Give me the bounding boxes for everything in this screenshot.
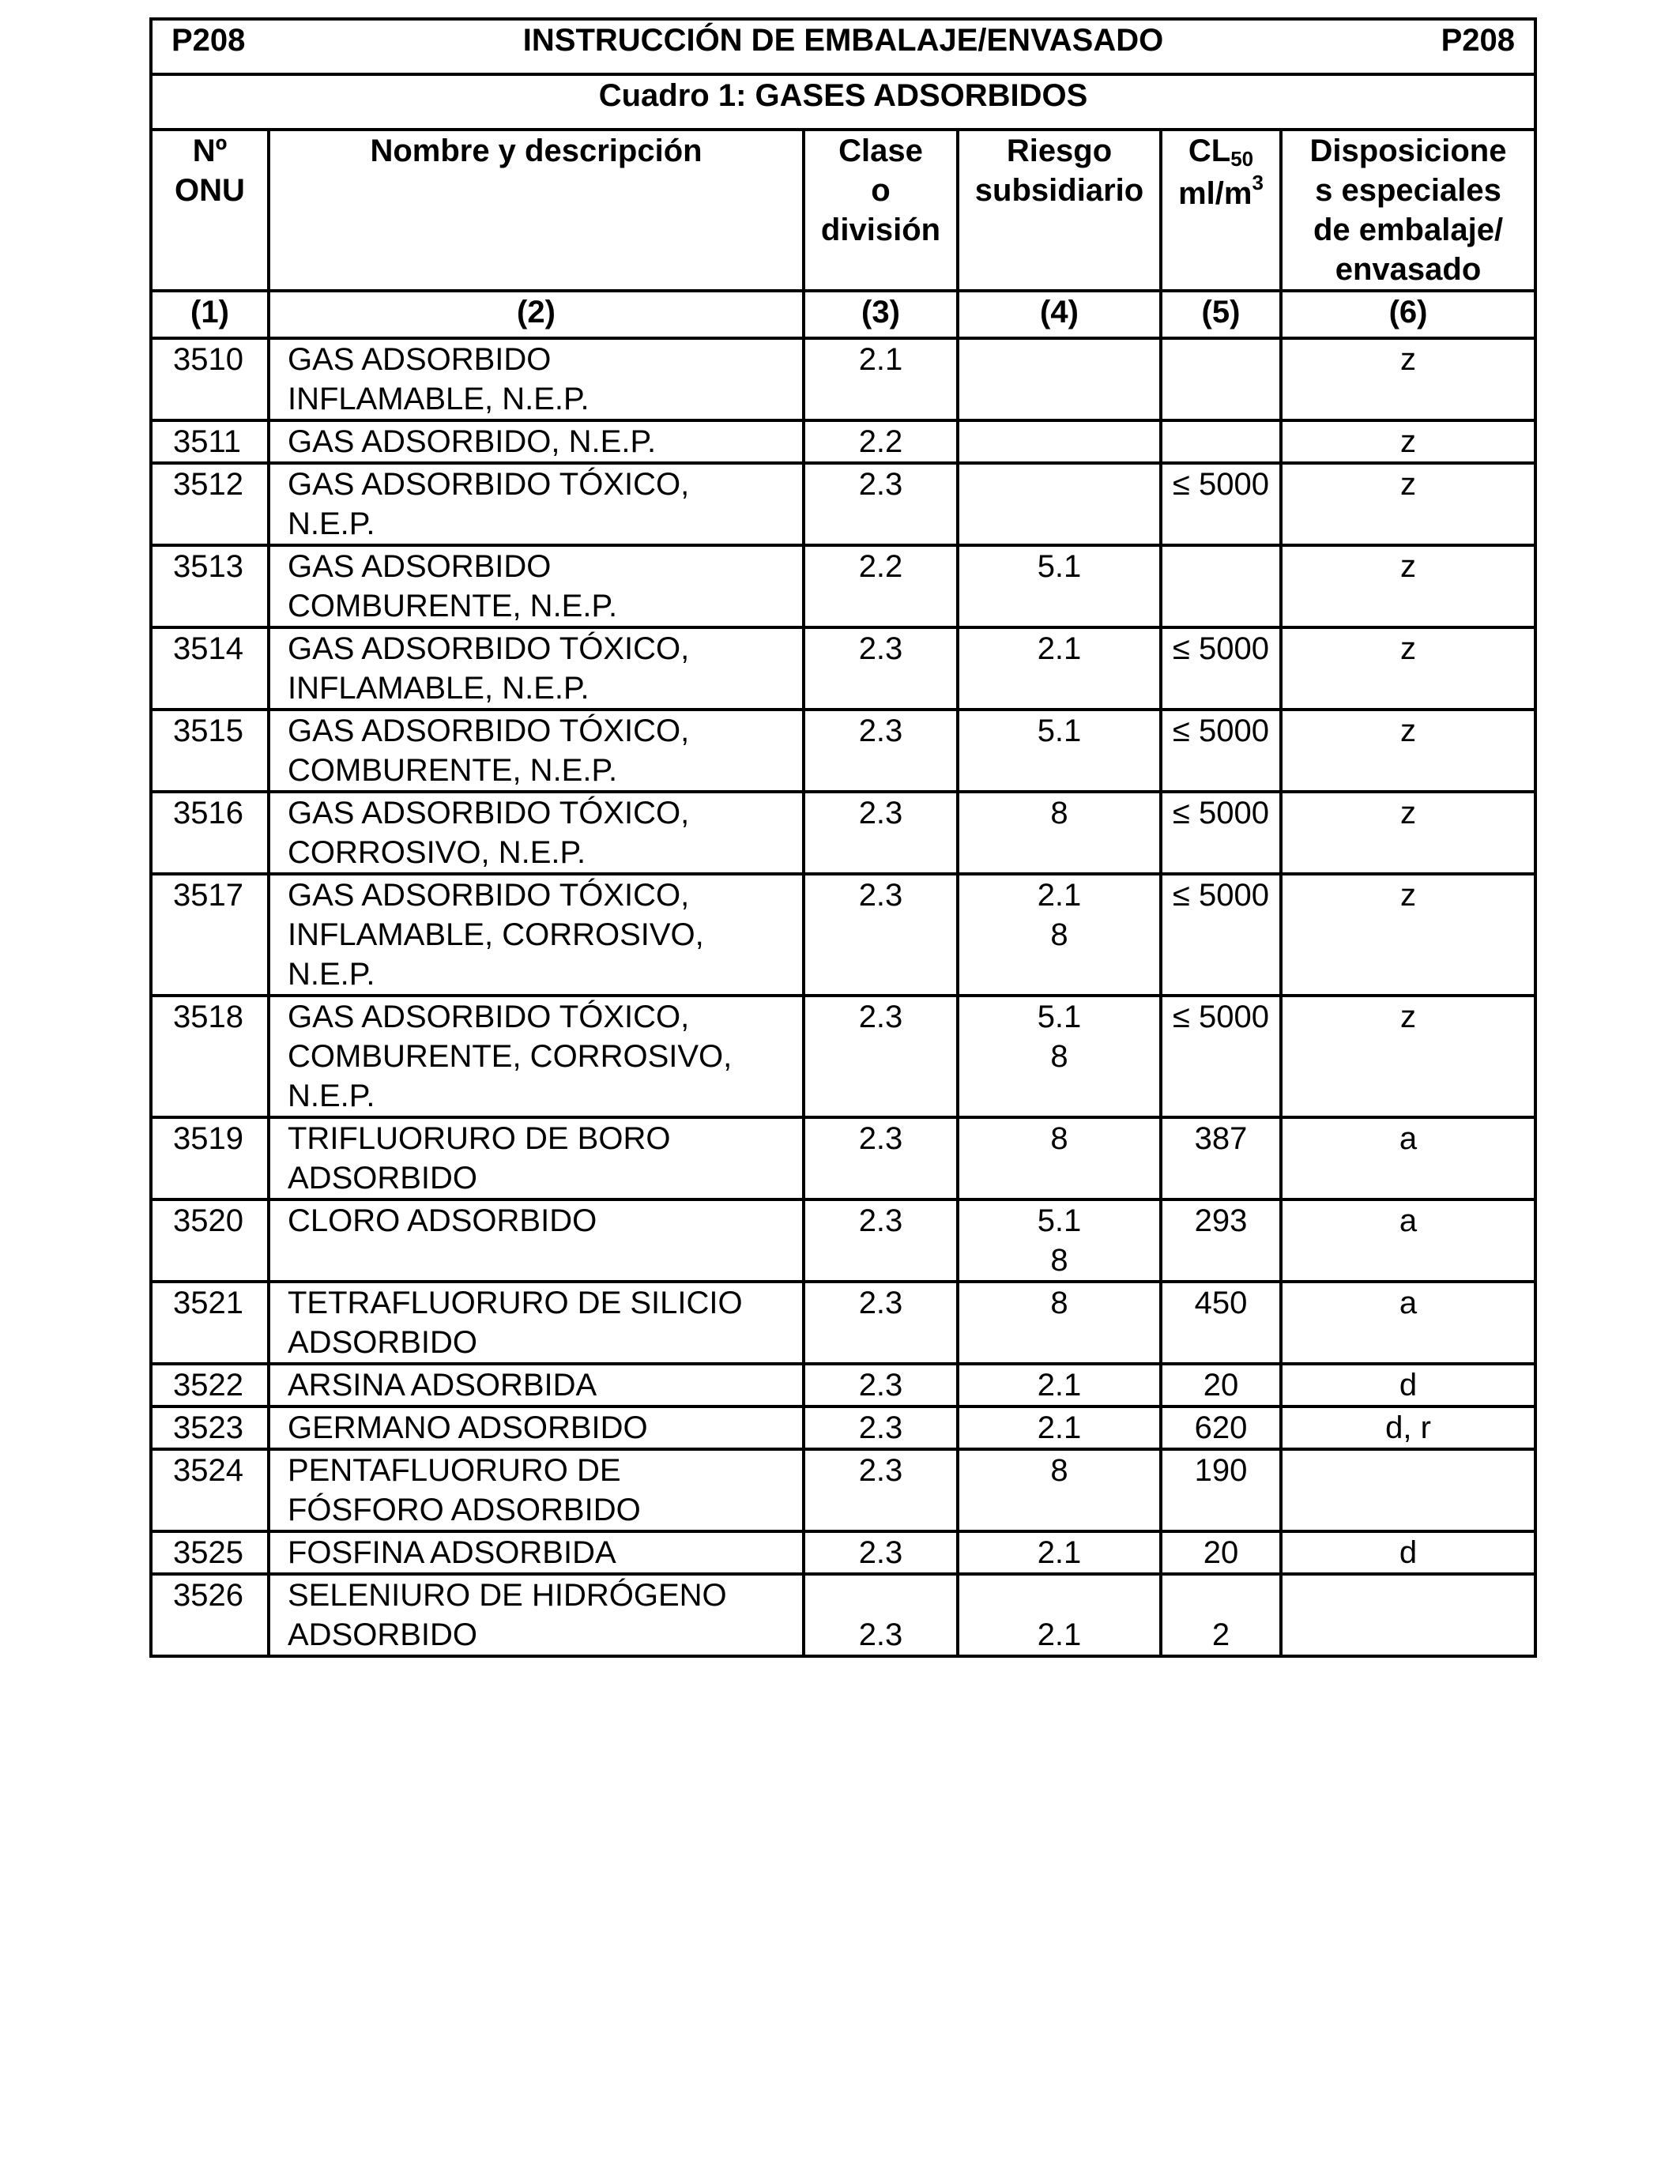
- cell-subsidiary-risk: [958, 1531, 1161, 1574]
- cell-class: 2.3: [804, 1364, 958, 1406]
- table-row: [151, 545, 1535, 627]
- instruction-code-right: P208: [1441, 23, 1516, 58]
- cell-name: [269, 1531, 804, 1574]
- cell-risk-line: 8: [1050, 917, 1068, 952]
- table-row: [151, 874, 1535, 996]
- cell-subsidiary-risk: [958, 1449, 1161, 1531]
- cell-lc50: 190: [1161, 1449, 1281, 1531]
- cell-lc50: 293: [1161, 1199, 1281, 1282]
- cell-name-line: GAS ADSORBIDO TÓXICO,: [288, 467, 690, 502]
- cell-subsidiary-risk: [958, 1364, 1161, 1406]
- cell-name: [269, 792, 804, 874]
- cell-name-line: GAS ADSORBIDO TÓXICO,: [288, 796, 690, 830]
- cell-risk-line: 2.1: [1037, 1410, 1082, 1445]
- header-special-line1: Disposicione: [1309, 134, 1507, 168]
- cell-name-line: ADSORBIDO: [288, 1325, 478, 1360]
- table-row: [151, 1364, 1535, 1406]
- table-caption: Cuadro 1: GASES ADSORBIDOS: [151, 74, 1535, 130]
- cell-risk-line: 2.1: [1037, 1535, 1082, 1570]
- cell-un-number: 3526: [151, 1574, 269, 1656]
- cell-special-provisions: z: [1281, 996, 1535, 1117]
- cell-un-number: 3524: [151, 1449, 269, 1531]
- cell-class: 2.3: [804, 1117, 958, 1199]
- cell-risk-line: 2.1: [1037, 631, 1082, 666]
- cell-name-line: COMBURENTE, CORROSIVO,: [288, 1039, 733, 1074]
- cell-name: [269, 1406, 804, 1449]
- column-number-5: (5): [1161, 291, 1281, 338]
- cell-risk-line: 5.1: [1037, 714, 1082, 748]
- table-row: [151, 627, 1535, 710]
- cell-name-line: GAS ADSORBIDO: [288, 549, 552, 584]
- cell-un-number: 3522: [151, 1364, 269, 1406]
- cell-name-line: SELENIURO DE HIDRÓGENO: [288, 1578, 727, 1613]
- cell-name-line: FÓSFORO ADSORBIDO: [288, 1493, 641, 1527]
- cell-risk-line: 2.1: [1037, 1368, 1082, 1403]
- header-class-line1: Clase: [838, 134, 923, 168]
- cell-class: 2.3: [804, 874, 958, 996]
- cell-class: 2.3: [804, 627, 958, 710]
- cell-name-line: COMBURENTE, N.E.P.: [288, 589, 618, 623]
- cell-un-number: 3512: [151, 463, 269, 545]
- cell-subsidiary-risk: [958, 545, 1161, 627]
- cell-class: 2.3: [804, 1406, 958, 1449]
- cell-name-line: GAS ADSORBIDO, N.E.P.: [288, 424, 657, 459]
- header-name-text: Nombre y descripción: [370, 134, 703, 168]
- cell-name-line: GAS ADSORBIDO: [288, 342, 552, 377]
- cell-subsidiary-risk: [958, 1117, 1161, 1199]
- cell-name: [269, 710, 804, 792]
- cell-subsidiary-risk: [958, 874, 1161, 996]
- table-row: [151, 710, 1535, 792]
- header-un-line1: Nº: [192, 134, 228, 168]
- cell-subsidiary-risk: [958, 710, 1161, 792]
- cell-risk-line: 8: [1050, 796, 1068, 830]
- cell-special-provisions: [1281, 1574, 1535, 1656]
- instruction-code-left: P208: [171, 23, 246, 58]
- header-special-line3: de embalaje/: [1313, 213, 1504, 247]
- header-lc50-line2: [1162, 171, 1279, 217]
- table-row: [151, 1531, 1535, 1574]
- cell-lc50: ≤ 5000: [1161, 874, 1281, 996]
- cell-special-provisions: a: [1281, 1199, 1535, 1282]
- cell-lc50: [1161, 545, 1281, 627]
- cell-name-line: CORROSIVO, N.E.P.: [288, 835, 586, 870]
- cell-name-line: CLORO ADSORBIDO: [288, 1203, 597, 1238]
- cell-un-number: 3519: [151, 1117, 269, 1199]
- header-class-line2: o: [871, 173, 891, 208]
- cell-subsidiary-risk: [958, 1199, 1161, 1282]
- cell-un-number: 3510: [151, 338, 269, 420]
- cell-name: [269, 338, 804, 420]
- cell-class: 2.3: [804, 463, 958, 545]
- cell-name-line: GERMANO ADSORBIDO: [288, 1410, 648, 1445]
- column-number-row: [151, 291, 1535, 338]
- cell-name-line: N.E.P.: [288, 1079, 375, 1113]
- adsorbed-gases-table: [149, 17, 1537, 1658]
- table-row: [151, 1199, 1535, 1282]
- caption-row: [151, 74, 1535, 130]
- cell-class: 2.3: [804, 1282, 958, 1364]
- cell-lc50: 620: [1161, 1406, 1281, 1449]
- cell-class: 2.3: [804, 1199, 958, 1282]
- cell-risk-line: 5.1: [1037, 1000, 1082, 1034]
- cell-special-provisions: z: [1281, 463, 1535, 545]
- cell-subsidiary-risk: [958, 996, 1161, 1117]
- cell-name: [269, 1199, 804, 1282]
- cell-name-line: INFLAMABLE, N.E.P.: [288, 671, 590, 706]
- cell-name-line: TRIFLUORURO DE BORO: [288, 1121, 671, 1156]
- column-number-1: (1): [151, 291, 269, 338]
- cell-name-line: ADSORBIDO: [288, 1617, 478, 1652]
- cell-class: 2.3: [804, 996, 958, 1117]
- header-lc50: [1161, 130, 1281, 291]
- cell-name-line: FOSFINA ADSORBIDA: [288, 1535, 616, 1570]
- cell-un-number: 3517: [151, 874, 269, 996]
- cell-special-provisions: d: [1281, 1531, 1535, 1574]
- cell-subsidiary-risk: [958, 792, 1161, 874]
- cell-subsidiary-risk: [958, 463, 1161, 545]
- cell-un-number: 3525: [151, 1531, 269, 1574]
- cell-risk-line: 2.1: [1037, 1617, 1082, 1652]
- column-header-row: [151, 130, 1535, 291]
- cell-un-number: 3520: [151, 1199, 269, 1282]
- header-un-number: [151, 130, 269, 291]
- cell-name-line: INFLAMABLE, CORROSIVO,: [288, 917, 704, 952]
- cell-special-provisions: [1281, 1449, 1535, 1531]
- cell-name-line: INFLAMABLE, N.E.P.: [288, 382, 590, 416]
- cell-lc50: ≤ 5000: [1161, 627, 1281, 710]
- cell-subsidiary-risk: [958, 627, 1161, 710]
- header-class: [804, 130, 958, 291]
- cell-name-line: GAS ADSORBIDO TÓXICO,: [288, 714, 690, 748]
- cell-name: [269, 1574, 804, 1656]
- cell-name-line: N.E.P.: [288, 957, 375, 992]
- cell-subsidiary-risk: [958, 1574, 1161, 1656]
- cell-risk-line: 8: [1050, 1121, 1068, 1156]
- header-lc-sub: 50: [1230, 147, 1254, 171]
- header-risk-line1: Riesgo: [1006, 134, 1113, 168]
- cell-name: [269, 1117, 804, 1199]
- table-row: [151, 1282, 1535, 1364]
- cell-name-line: N.E.P.: [288, 506, 375, 541]
- cell-name-line: GAS ADSORBIDO TÓXICO,: [288, 878, 690, 913]
- cell-subsidiary-risk: [958, 1406, 1161, 1449]
- cell-class: 2.2: [804, 545, 958, 627]
- cell-special-provisions: z: [1281, 792, 1535, 874]
- cell-un-number: 3516: [151, 792, 269, 874]
- cell-lc50: 450: [1161, 1282, 1281, 1364]
- cell-special-provisions: z: [1281, 420, 1535, 463]
- cell-risk-line: 5.1: [1037, 1203, 1082, 1238]
- cell-special-provisions: z: [1281, 710, 1535, 792]
- cell-risk-line: 8: [1050, 1286, 1068, 1320]
- cell-lc50: ≤ 5000: [1161, 792, 1281, 874]
- cell-lc50: 20: [1161, 1364, 1281, 1406]
- cell-un-number: 3518: [151, 996, 269, 1117]
- cell-special-provisions: d: [1281, 1364, 1535, 1406]
- cell-name: [269, 1364, 804, 1406]
- cell-name-line: ADSORBIDO: [288, 1161, 478, 1196]
- header-name: [269, 130, 804, 291]
- cell-name-line: COMBURENTE, N.E.P.: [288, 753, 618, 788]
- cell-risk-line: 5.1: [1037, 549, 1082, 584]
- cell-class: 2.1: [804, 338, 958, 420]
- table-row: [151, 996, 1535, 1117]
- cell-subsidiary-risk: [958, 338, 1161, 420]
- header-special-line4: envasado: [1335, 252, 1482, 287]
- cell-risk-line: 8: [1050, 1243, 1068, 1278]
- cell-class: 2.3: [804, 710, 958, 792]
- cell-special-provisions: z: [1281, 627, 1535, 710]
- cell-name-line: GAS ADSORBIDO TÓXICO,: [288, 631, 690, 666]
- cell-name: [269, 1282, 804, 1364]
- cell-name: [269, 545, 804, 627]
- cell-special-provisions: a: [1281, 1282, 1535, 1364]
- cell-name: [269, 627, 804, 710]
- cell-special-provisions: z: [1281, 338, 1535, 420]
- table-row: [151, 1574, 1535, 1656]
- table-row: [151, 1449, 1535, 1531]
- column-number-6: (6): [1281, 291, 1535, 338]
- title-cell: [151, 19, 1535, 74]
- cell-lc50: ≤ 5000: [1161, 463, 1281, 545]
- cell-subsidiary-risk: [958, 1282, 1161, 1364]
- table-row: [151, 338, 1535, 420]
- instruction-title: INSTRUCCIÓN DE EMBALAJE/ENVASADO: [522, 23, 1164, 58]
- header-lc-main: CL: [1188, 134, 1231, 168]
- table-row: [151, 420, 1535, 463]
- cell-risk-line: 2.1: [1037, 878, 1082, 913]
- cell-lc50: ≤ 5000: [1161, 710, 1281, 792]
- table-row: [151, 463, 1535, 545]
- cell-lc50: 2: [1161, 1574, 1281, 1656]
- header-lc50-line1: [1162, 131, 1279, 174]
- table-row: [151, 1117, 1535, 1199]
- header-special-line2: s especiales: [1315, 173, 1501, 208]
- header-lc-unit: ml/m: [1178, 176, 1252, 211]
- column-number-4: (4): [958, 291, 1161, 338]
- cell-class: 2.3: [804, 1574, 958, 1656]
- header-risk-line2: subsidiario: [974, 173, 1144, 208]
- cell-name: [269, 420, 804, 463]
- cell-un-number: 3511: [151, 420, 269, 463]
- cell-class: 2.2: [804, 420, 958, 463]
- cell-un-number: 3513: [151, 545, 269, 627]
- cell-un-number: 3523: [151, 1406, 269, 1449]
- header-subsidiary-risk: [958, 130, 1161, 291]
- cell-risk-line: 8: [1050, 1039, 1068, 1074]
- cell-special-provisions: z: [1281, 545, 1535, 627]
- cell-name: [269, 874, 804, 996]
- cell-class: 2.3: [804, 792, 958, 874]
- cell-name: [269, 1449, 804, 1531]
- cell-class: 2.3: [804, 1449, 958, 1531]
- cell-un-number: 3514: [151, 627, 269, 710]
- cell-name-line: PENTAFLUORURO DE: [288, 1453, 621, 1488]
- header-class-line3: división: [820, 213, 941, 247]
- table-row: [151, 1406, 1535, 1449]
- cell-un-number: 3515: [151, 710, 269, 792]
- cell-special-provisions: z: [1281, 874, 1535, 996]
- cell-lc50: 20: [1161, 1531, 1281, 1574]
- header-lc-sup: 3: [1252, 171, 1264, 194]
- cell-name: [269, 996, 804, 1117]
- cell-name: [269, 463, 804, 545]
- cell-name-line: GAS ADSORBIDO TÓXICO,: [288, 1000, 690, 1034]
- cell-name-line: ARSINA ADSORBIDA: [288, 1368, 597, 1403]
- cell-lc50: ≤ 5000: [1161, 996, 1281, 1117]
- cell-risk-line: 8: [1050, 1453, 1068, 1488]
- header-special-provisions: [1281, 130, 1535, 291]
- cell-class: 2.3: [804, 1531, 958, 1574]
- column-number-2: (2): [269, 291, 804, 338]
- cell-lc50: [1161, 338, 1281, 420]
- cell-name-line: TETRAFLUORURO DE SILICIO: [288, 1286, 743, 1320]
- cell-un-number: 3521: [151, 1282, 269, 1364]
- cell-lc50: [1161, 420, 1281, 463]
- header-un-line2: ONU: [175, 173, 245, 208]
- cell-special-provisions: d, r: [1281, 1406, 1535, 1449]
- cell-lc50: 387: [1161, 1117, 1281, 1199]
- table-row: [151, 792, 1535, 874]
- column-number-3: (3): [804, 291, 958, 338]
- cell-subsidiary-risk: [958, 420, 1161, 463]
- cell-special-provisions: a: [1281, 1117, 1535, 1199]
- title-row: [151, 19, 1535, 74]
